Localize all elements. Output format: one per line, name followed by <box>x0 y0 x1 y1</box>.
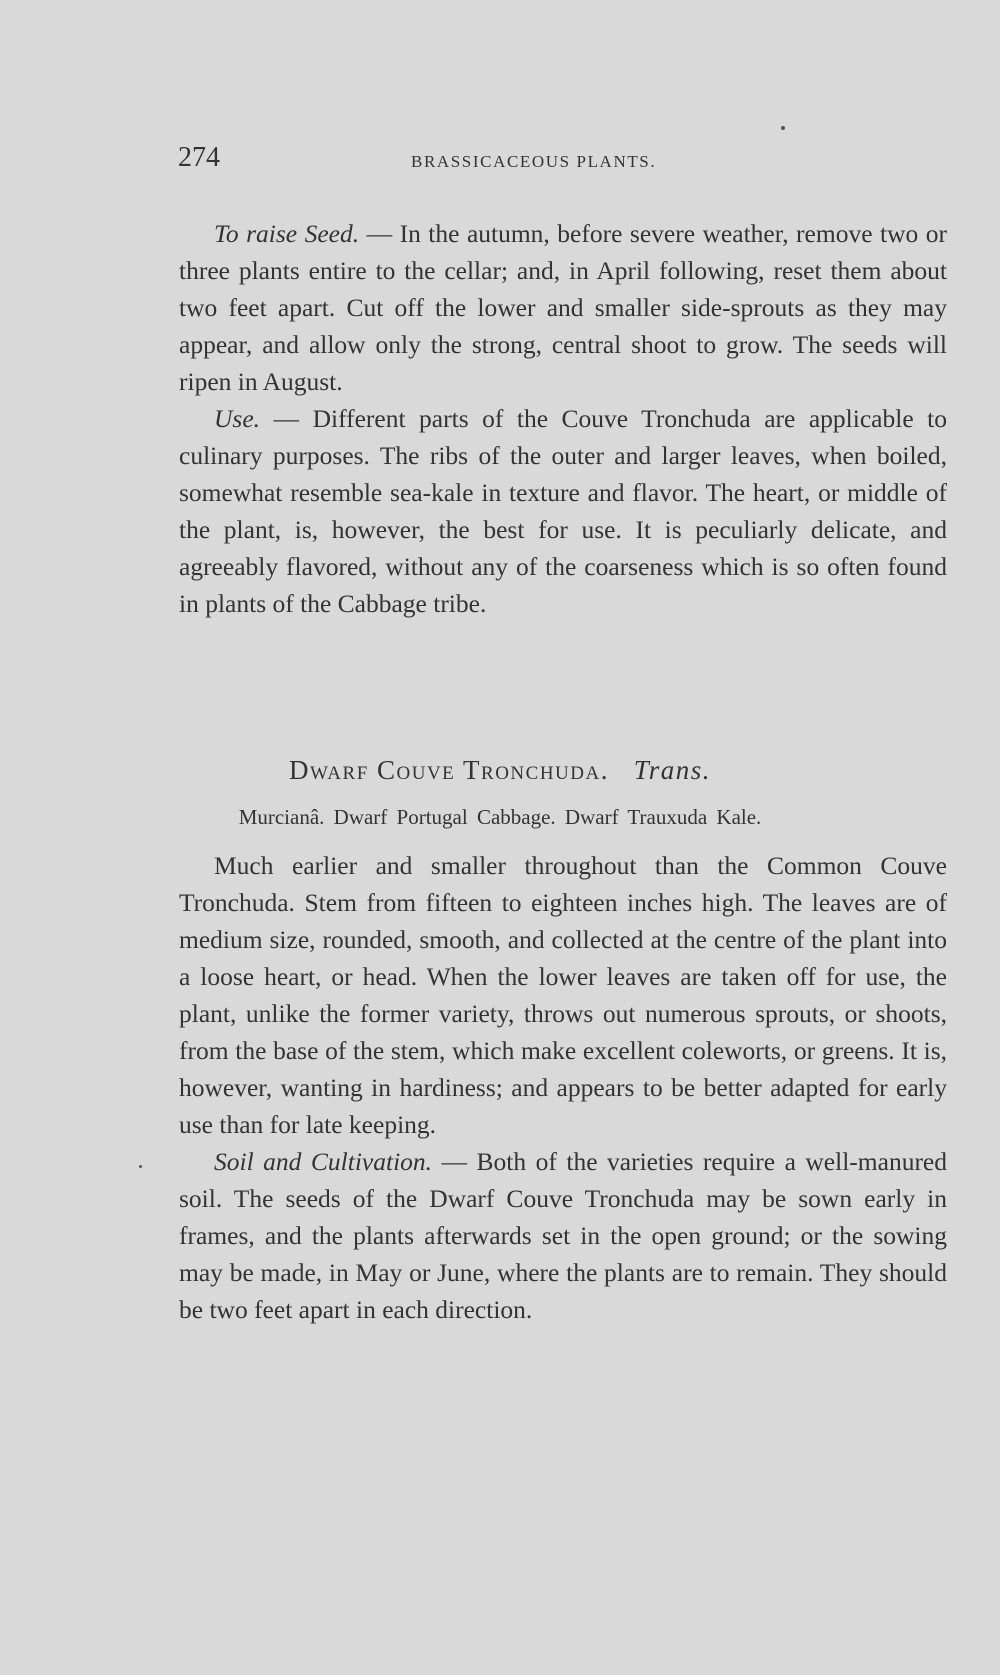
paragraph-use <box>179 400 947 622</box>
variety-synonyms: Murcianâ. Dwarf Portugal Cabbage. Dwarf Trauxuda Kale. <box>238 805 762 829</box>
use-text: — Different parts of the Couve Tronchuda are applicable to culinary purposes. The ribs of the outer and larger leaves, when boiled, somewhat resemble sea-kale in texture and flavor. The heart, or middle of the plant, is, however, the best for use. It is peculiarly delicate, and agreeably flavored, without any of the coarseness which is so often found in plants of the Cabbage tribe. <box>179 404 947 618</box>
soil-label: Soil and Cultivation. <box>214 1147 433 1176</box>
paragraph-description: Much earlier and smaller throughout than the Common Couve Tronchuda. Stem from fifteen to eighteen inches high. The leaves are of medium size, rounded, smooth, and collected at the centre of the plant into a loose heart, or head. When the lower leaves are taken off for use, the plant, unlike the former variety, throws out numerous sprouts, or shoots, from the base of the stem, which make excellent coleworts, or greens. It is, however, wanting in hardiness; and appears to be better adapted for early use than for late keeping. <box>179 851 947 1139</box>
variety-abbrev: Trans. <box>633 755 712 785</box>
section-raise-seed-and-use <box>179 215 947 622</box>
paper-speck <box>781 126 785 130</box>
paragraph-soil <box>179 1143 947 1328</box>
section-dwarf-variety <box>179 847 947 1328</box>
running-head: BRASSICACEOUS PLANTS. <box>411 152 657 171</box>
page-header <box>178 142 948 182</box>
paragraph-raise-seed <box>179 215 947 400</box>
use-label: Use. <box>214 404 261 433</box>
paper-speck <box>139 1165 142 1168</box>
page-number: 274 <box>178 142 220 173</box>
raise-seed-label: To raise Seed. <box>214 219 360 248</box>
raise-seed-text: — In the autumn, before severe weather, remove two or three plants entire to the cellar; and, in April following, reset them about two feet apart. Cut off the lower and smaller side-sprouts as they may appear, and allow only the strong, central shoot to grow. The seeds will ripen in August. <box>179 219 947 396</box>
variety-name: Dwarf Couve Tronchuda. <box>288 755 609 785</box>
variety-title <box>0 755 1000 786</box>
soil-text: — Both of the varieties require a well-manured soil. The seeds of the Dwarf Couve Tronchuda may be sown early in frames, and the plants afterwards set in the open ground; or the sowing may be made, in May or June, where the plants are to remain. They should be two feet apart in each direction. <box>179 1147 948 1324</box>
